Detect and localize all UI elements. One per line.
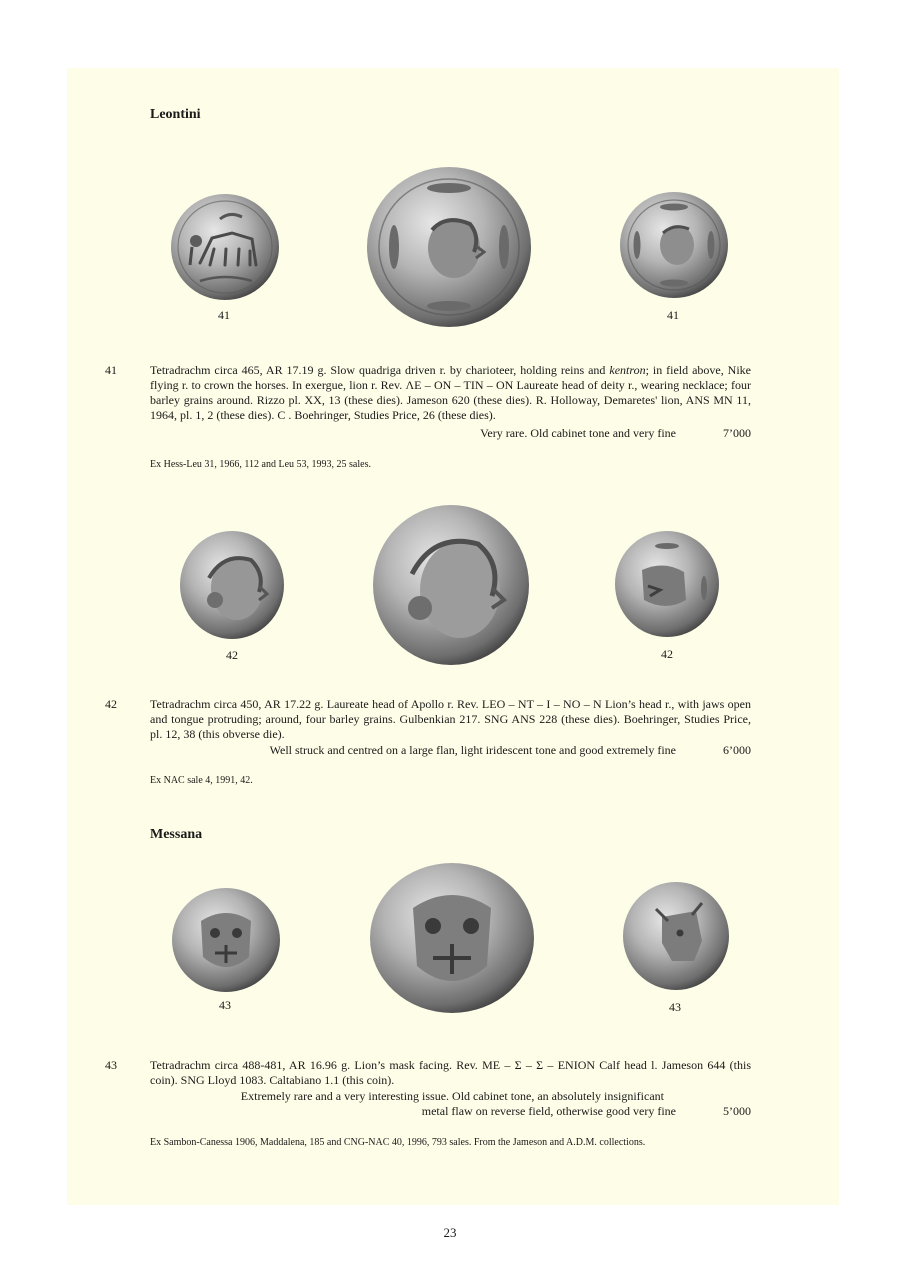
coin-label-41-right: 41 <box>667 308 679 322</box>
coin-41-obverse <box>170 193 280 301</box>
lot-grade-line-42 <box>270 743 751 758</box>
lot-grade-line-41 <box>480 426 751 441</box>
lot-grade-43-line2: metal flaw on reverse field, otherwise good very fine <box>421 1104 676 1118</box>
coin-42-reverse <box>614 530 720 638</box>
lot-description-41-italic: kentron <box>609 363 646 377</box>
lot-grade-43-line1: Extremely rare and a very interesting issue. Old cabinet tone, an absolutely insignificant <box>240 1089 664 1103</box>
lot-description-43: Tetradrachm circa 488-481, AR 16.96 g. Lion’s mask facing. Rev. ME – Σ – Σ – ENION Calf head l. Jameson 644 (this coin). SNG Lloyd 1083. Caltabiano 1.1 (this coin). <box>150 1058 751 1087</box>
lot-description-42: Tetradrachm circa 450, AR 17.22 g. Laureate head of Apollo r. Rev. LEO – NT – I – NO – N Lion’s head r., with jaws open and tongue protruding; around, four barley grains. Gulbenkian 217. SNG ANS 228 (these dies). Boehringer, Studies Price, pl. 12, 38 (this obverse die). <box>150 697 751 741</box>
lot-grade-41: Very rare. Old cabinet tone and very fine <box>480 426 676 440</box>
section-title-leontini: Leontini <box>150 107 201 122</box>
coin-label-43-right: 43 <box>669 1000 681 1014</box>
page-number: 23 <box>443 1225 457 1240</box>
lot-number-42: 42 <box>105 697 117 711</box>
lot-description-41-text: Tetradrachm circa 465, AR 17.19 g. Slow quadriga driven r. by charioteer, holding reins and <box>150 363 610 377</box>
lot-description-41-text-cont: ; in field above, Nike flying r. to crown the horses. In exergue, lion r. Rev. ΛΕ – ON – TIN – ON Laureate head of deity r., wearing necklace; four barley grains around. Rizzo pl. XX, 13 (these dies). Jameson 620 (these dies). R. Holloway, Demaretes' lion, ANS MN 11, 1964, pl. 1, 2 (these dies). C . Boehringer, Studies Price, 26 (these dies). <box>150 363 752 422</box>
lot-provenance-43: Ex Sambon-Canessa 1906, Maddalena, 185 and CNG-NAC 40, 1996, 793 sales. From the Jameson and A.D.M. collections. <box>150 1137 646 1148</box>
coin-43-reverse <box>622 881 730 991</box>
coin-label-41-left: 41 <box>218 308 230 322</box>
lot-provenance-41: Ex Hess-Leu 31, 1966, 112 and Leu 53, 1993, 25 sales. <box>150 459 371 470</box>
coin-label-42-right: 42 <box>661 647 673 661</box>
coin-42-obverse-enlarged <box>372 504 530 666</box>
lot-price-43: 5’000 <box>723 1104 751 1118</box>
section-title-messana: Messana <box>150 827 203 842</box>
coin-43-obverse-enlarged <box>369 862 535 1014</box>
coin-41-reverse-enlarged <box>366 166 532 329</box>
lot-number-41: 41 <box>105 363 117 377</box>
lot-price-42: 6’000 <box>723 743 751 757</box>
lot-price-41: 7’000 <box>723 426 751 440</box>
lot-provenance-42: Ex NAC sale 4, 1991, 42. <box>150 775 253 786</box>
coin-label-42-left: 42 <box>226 648 238 662</box>
lot-grade-42: Well struck and centred on a large flan, light iridescent tone and good extremely fine <box>269 743 676 757</box>
lot-description-41 <box>150 363 751 423</box>
coin-41-reverse <box>619 191 729 299</box>
coin-label-43-left: 43 <box>219 998 231 1012</box>
coin-42-obverse <box>179 530 285 640</box>
lot-number-43: 43 <box>105 1058 117 1072</box>
lot-grade-line-43 <box>422 1104 751 1119</box>
coin-43-obverse <box>171 887 281 993</box>
